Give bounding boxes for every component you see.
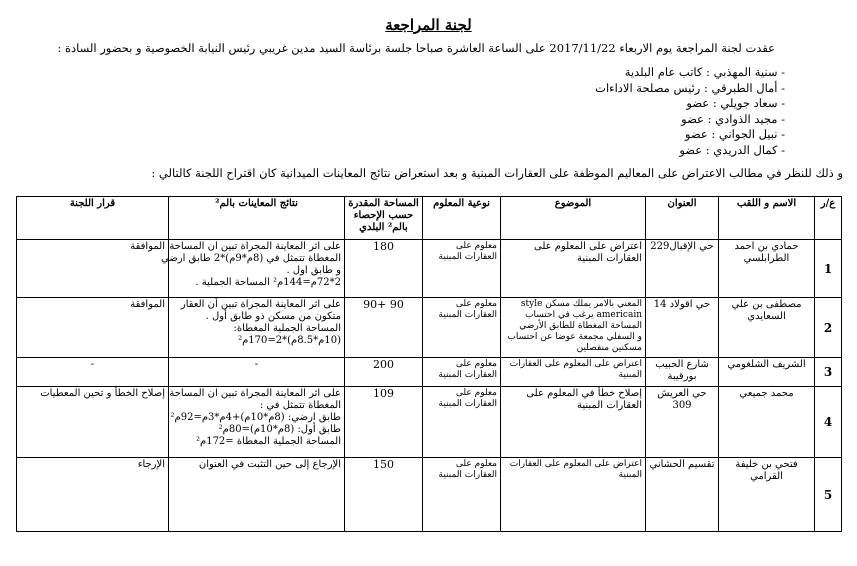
header-results: نتائج المعاينات بالم²	[169, 197, 345, 240]
row-results	[161, 240, 345, 298]
row-subject: اعتراض على المعلوم على العقارات المبنية	[501, 240, 646, 298]
member-item: - سعاد جويلي : عضو	[686, 96, 785, 110]
result-line: طابق أول: (8م*10م)=80م²	[218, 424, 341, 435]
row-address: تقسيم الحشاني	[646, 458, 719, 532]
row-address: حي اقولاد 14	[646, 298, 719, 358]
row-address: شارع الحبيب بورقيبة	[646, 358, 719, 387]
row-subject: اعتراض على المعلوم على العقارات المبنية	[501, 358, 646, 387]
intro-paragraph: عقدت لجنة المراجعة يوم الاربعاء 2017/11/22 على الساعة العاشرة صباحا جلسة برئاسة السيد مدين غريبي رئيس النيابة الخصوصية و بحضور السادة :	[57, 41, 775, 55]
row-area: 90 +90	[345, 298, 423, 358]
review-table	[16, 196, 842, 532]
row-area: 150	[345, 458, 423, 532]
row-name: محمد جميعي	[719, 387, 815, 458]
row-tax-type: معلوم على العقارات المبنية	[423, 387, 501, 458]
row-name: فتحي بن خليفة القرامي	[719, 458, 815, 532]
row-name: مصطفى بن علي السعايدي	[719, 298, 815, 358]
row-decision: إصلاح الخطأ و تحين المعطيات	[17, 387, 169, 458]
result-line: طابق ارضي: (8م*10م)+4م*3م=92م²	[170, 412, 341, 423]
member-item: - نبيل الجواني : عضو	[684, 127, 785, 141]
row-name: حمادي بن احمد الطرابلسي	[719, 240, 815, 298]
row-area: 109	[345, 387, 423, 458]
page-title: لجنة المراجعة	[385, 16, 472, 34]
result-line: و طابق اول .	[286, 265, 341, 276]
member-item: - أمال الطبرقي : رئيس مصلحة الاداءات	[595, 80, 785, 95]
row-number: 3	[815, 358, 842, 387]
result-line: المغطاة تتمثل في :	[259, 400, 341, 411]
closing-paragraph: و ذلك للنظر في مطالب الاعتراض على المعاليم الموظفة على العقارات المبنية و بعد استعراض نتائج المعاينات الميدانية كان اقتراح اللجنة كالتالي :	[151, 166, 843, 180]
table-row	[17, 298, 842, 358]
result-line: على اثر المعاينة المجراة تبين أن العقار	[180, 299, 341, 310]
result-line: على اثر المعاينة المجراة تبين ان المساحة	[169, 388, 341, 399]
result-line: (10م*8.5م)*2=170م²	[238, 335, 341, 346]
result-line: المغطاة تتمثل في (8م*9م)*2 طابق ارضي	[161, 253, 341, 264]
row-results	[169, 387, 345, 458]
row-results	[169, 298, 345, 358]
result-line: الإرجاع إلى حين التثبت في العنوان	[198, 459, 341, 470]
row-tax-type: معلوم على العقارات المبنية	[423, 358, 501, 387]
row-decision: الإرجاء	[17, 458, 169, 532]
header-subject: الموضوع	[501, 197, 646, 240]
member-item: - مجيد الذوادي : عضو	[681, 111, 785, 126]
member-item: - سنية المهذبي : كاتب عام البلدية	[624, 65, 785, 79]
member-item: - كمال الدريدي : عضو	[679, 142, 785, 157]
row-number: 1	[815, 240, 842, 298]
row-number: 2	[815, 298, 842, 358]
header-no: ع/ر	[815, 197, 842, 240]
row-address: حي العريش 309	[646, 387, 719, 458]
header-decision: قرار اللجنة	[17, 197, 169, 240]
subject-line: المساحة المغطاة للطابق الأرضي	[519, 321, 642, 331]
row-results	[169, 358, 345, 387]
row-results	[169, 458, 345, 532]
row-number: 5	[815, 458, 842, 532]
row-area: 180	[345, 240, 423, 298]
table-row	[17, 458, 842, 532]
row-tax-type: معلوم على العقارات المبنية	[423, 298, 501, 358]
row-subject: اعتراض على المعلوم على العقارات المبنية	[501, 458, 646, 532]
result-line: المساحة الجملية المغطاة =172م²	[195, 436, 341, 447]
row-decision: الموافقة	[17, 240, 169, 298]
result-line: 2*72م=144م² المساحة الجملية .	[195, 277, 341, 288]
table-row	[17, 387, 842, 458]
row-area: 200	[345, 358, 423, 387]
result-line: متكون من مسكن ذو طابق أول .	[205, 311, 341, 322]
row-number: 4	[815, 387, 842, 458]
header-tax-type: نوعية المعلوم	[423, 197, 501, 240]
row-subject: إصلاح خطأ في المعلوم على العقارات المبنية	[501, 387, 646, 458]
result-line: -	[254, 359, 259, 370]
row-name: الشريف الشلغومي	[719, 358, 815, 387]
subject-line: المعني بالامر يملك مسكن style	[520, 299, 642, 309]
header-area: المساحة المقدرة حسب الإحصاء بالم² البلدي	[345, 197, 423, 240]
row-address: حي الإقبال229	[646, 240, 719, 298]
row-decision: الموافقة	[17, 298, 169, 358]
row-tax-type: معلوم على العقارات المبنية	[423, 458, 501, 532]
subject-line: americain يرغب في احتساب	[525, 310, 642, 320]
row-subject	[501, 298, 646, 358]
table-header-row	[17, 197, 842, 240]
header-address: العنوان	[646, 197, 719, 240]
table-row	[17, 358, 842, 387]
row-tax-type: معلوم على العقارات المبنية	[423, 240, 501, 298]
result-line: على اثر المعاينة المجراة تبين ان المساحة	[169, 241, 341, 252]
row-decision: -	[17, 358, 169, 387]
header-name: الاسم و اللقب	[719, 197, 815, 240]
subject-line: مسكنين منفصلين	[576, 343, 642, 353]
table-row	[17, 240, 842, 298]
result-line: المساحة الجملية المغطاة:	[233, 323, 341, 334]
members-list	[595, 65, 785, 158]
subject-line: و السفلي مجمعة عوضا عن احتساب	[507, 332, 642, 342]
